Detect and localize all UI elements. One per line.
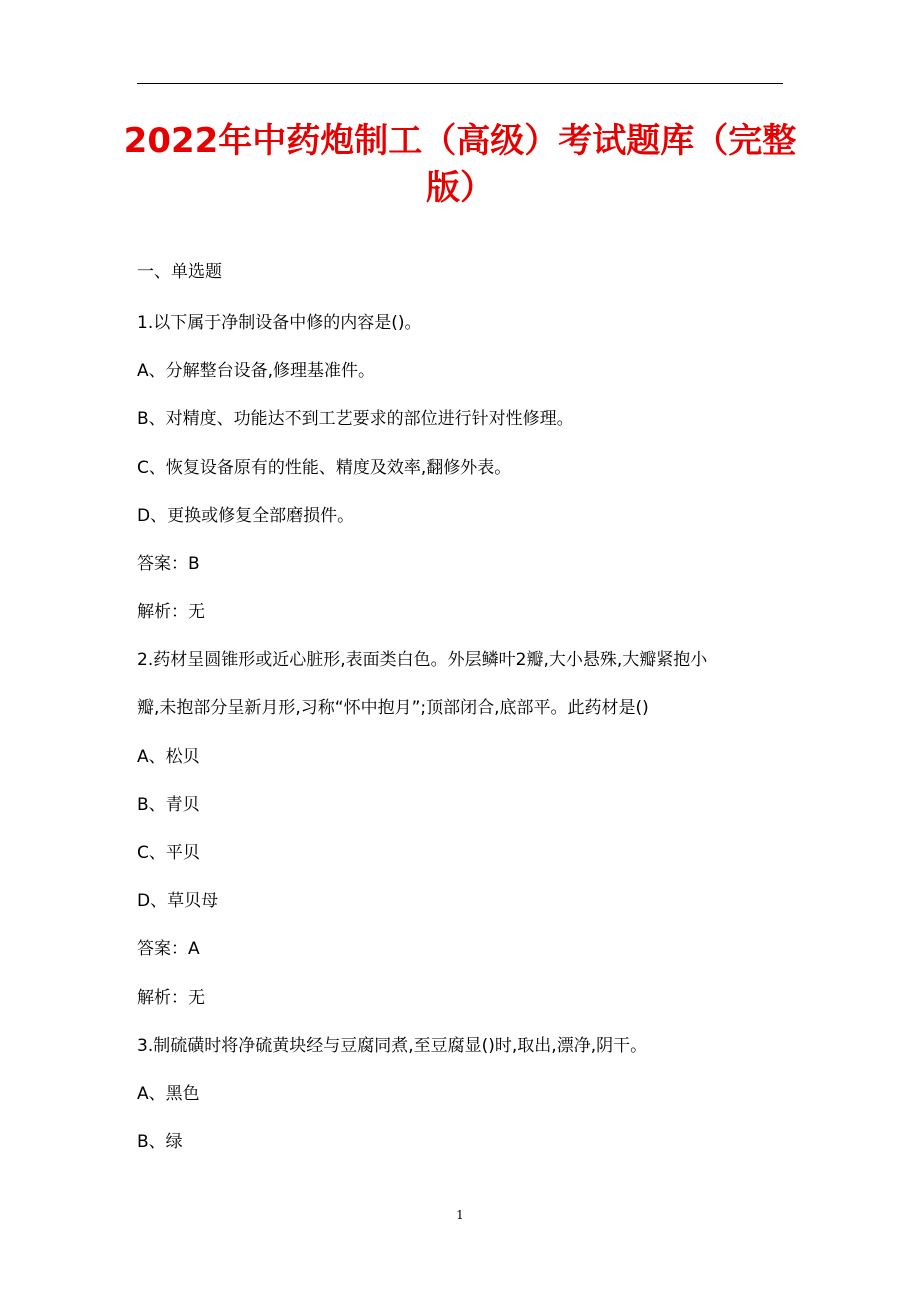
- question-3-stem: 3.制硫磺时将净硫黄块经与豆腐同煮,至豆腐显()时,取出,漂净,阴干。: [137, 1036, 648, 1056]
- question-2-option-b: B、青贝: [137, 795, 200, 815]
- question-2-stem-line-2: 瓣,未抱部分呈新月形,习称“怀中抱月”;顶部闭合,底部平。此药材是(): [137, 698, 649, 718]
- title-line-2: 版）: [426, 168, 494, 208]
- question-2-analysis: 解析：无: [137, 988, 205, 1008]
- question-1-answer: 答案：B: [137, 554, 200, 574]
- question-3-option-b: B、绿: [137, 1132, 183, 1152]
- question-2-stem-line-1: 2.药材呈圆锥形或近心脏形,表面类白色。外层鳞叶2瓣,大小悬殊,大瓣紧抱小: [137, 650, 708, 670]
- title-line-1: 2022年中药炮制工（高级）考试题库（完整: [123, 121, 797, 161]
- question-1-option-c: C、恢复设备原有的性能、精度及效率,翻修外表。: [137, 458, 512, 478]
- section-heading: 一、单选题: [137, 262, 222, 282]
- question-1-option-d: D、更换或修复全部磨损件。: [137, 506, 355, 526]
- question-1-option-a: A、分解整台设备,修理基准件。: [137, 361, 376, 381]
- document-title: [120, 118, 800, 212]
- question-2-option-a: A、松贝: [137, 747, 200, 767]
- question-2-answer: 答案：A: [137, 939, 200, 959]
- question-3-option-a: A、黑色: [137, 1084, 200, 1104]
- question-2-option-c: C、平贝: [137, 843, 200, 863]
- header-rule: [137, 83, 783, 84]
- question-1-analysis: 解析：无: [137, 602, 205, 622]
- question-2-option-d: D、草贝母: [137, 891, 219, 911]
- question-1-option-b: B、对精度、功能达不到工艺要求的部位进行针对性修理。: [137, 409, 574, 429]
- question-1-stem: 1.以下属于净制设备中修的内容是()。: [137, 313, 422, 333]
- page-number: 1: [456, 1208, 464, 1222]
